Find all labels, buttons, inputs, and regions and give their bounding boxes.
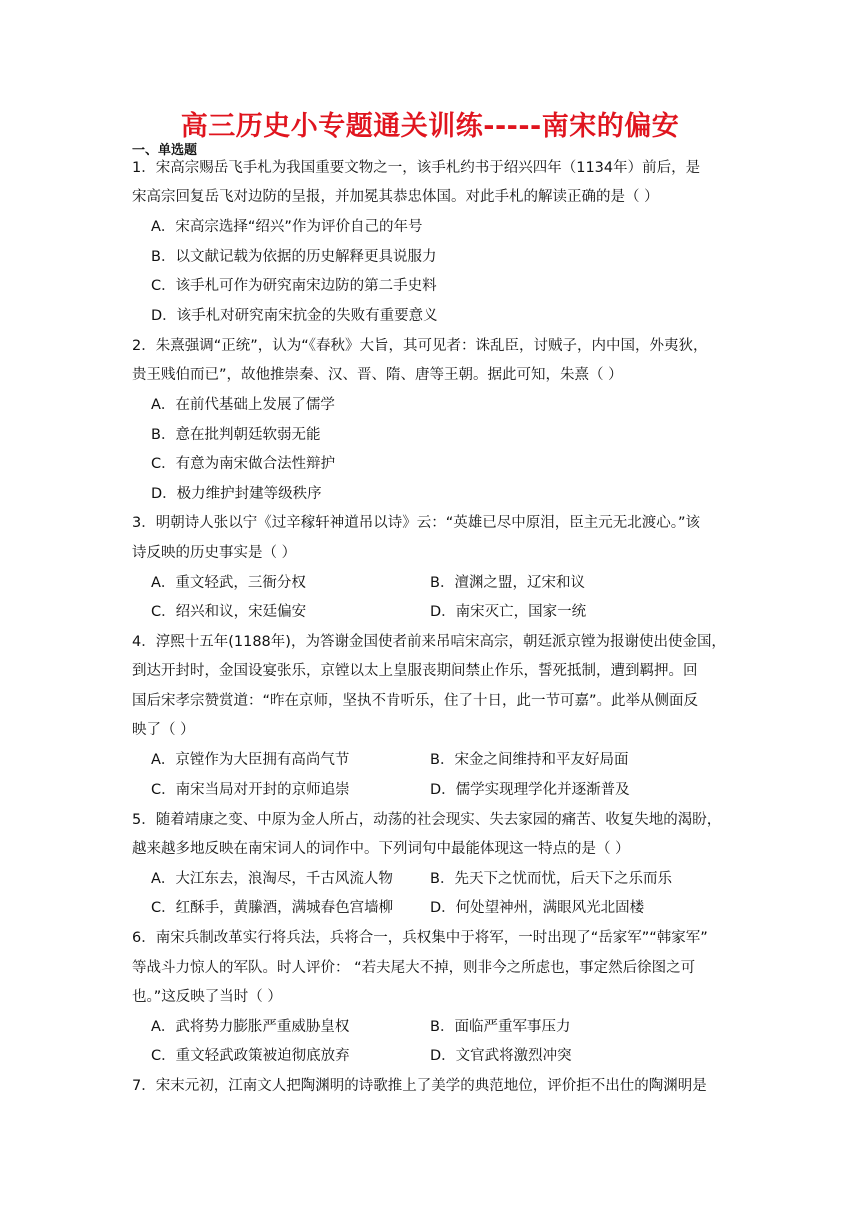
question-3-stem-line-1: 3．明朝诗人张以宁《过辛稼轩神道吊以诗》云：“英雄已尽中原泪，臣主元无北渡心。”该 — [132, 515, 700, 531]
question-1-option-b: B．以文献记载为依据的历史解释更具说服力 — [151, 249, 437, 265]
question-5-option-c: C．红酥手，黄縢酒，满城春色宫墙柳 — [151, 900, 394, 916]
question-4-stem-line-2: 到达开封时，金国设宴张乐，京镗以太上皇服丧期间禁止作乐，誓死抵制，遭到羁押。回 — [132, 663, 698, 679]
question-6-option-a: A．武将势力膨胀严重威胁皇权 — [151, 1019, 350, 1035]
question-3-stem-line-2: 诗反映的历史事实是（ ） — [132, 545, 297, 561]
question-4-stem-line-4: 映了（ ） — [132, 722, 195, 738]
question-3-option-c: C．绍兴和议，宋廷偏安 — [151, 604, 307, 620]
question-2-stem-line-1: 2．朱熹强调“正统”，认为“《春秋》大旨，其可见者：诛乱臣，讨贼子，内中国，外夷狄， — [132, 338, 708, 354]
question-5-option-d: D．何处望神州，满眼风光北固楼 — [430, 900, 645, 916]
question-6-option-b: B．面临严重军事压力 — [430, 1019, 571, 1035]
question-6-stem-line-1: 6．南宋兵制改革实行将兵法，兵将合一，兵权集中于将军，一时出现了“岳家军”“韩家军” — [132, 930, 708, 946]
question-2-option-a: A．在前代基础上发展了儒学 — [151, 397, 335, 413]
question-1-option-c: C．该手札可作为研究南宋边防的第二手史料 — [151, 278, 437, 294]
question-1-option-d: D．该手札对研究南宋抗金的失败有重要意义 — [151, 308, 438, 324]
question-1-stem-line-2: 宋高宗回复岳飞对边防的呈报，并加冕其恭忠体国。对此手札的解读正确的是（ ） — [132, 189, 659, 205]
question-5-option-b: B．先天下之忧而忧，后天下之乐而乐 — [430, 871, 672, 887]
question-4-option-d: D．儒学实现理学化并逐渐普及 — [430, 782, 630, 798]
question-2-stem-line-2: 贵王贱伯而已”，故他推崇秦、汉、晋、隋、唐等王朝。据此可知，朱熹（ ） — [132, 367, 623, 383]
question-7-stem-line-1: 7．宋末元初，江南文人把陶渊明的诗歌推上了美学的典范地位，评价拒不出仕的陶渊明是 — [132, 1078, 707, 1094]
question-1-stem-line-1: 1．宋高宗赐岳飞手札为我国重要文物之一，该手札约书于绍兴四年（1134年）前后，是 — [132, 160, 701, 176]
question-4-stem-line-3: 国后宋孝宗赞赏道：“昨在京师，坚执不肯听乐，住了十日，此一节可嘉”。此举从侧面反 — [132, 693, 699, 709]
question-6-stem-line-3: 也。”这反映了当时（ ） — [132, 989, 282, 1005]
section-heading: 一、单选题 — [132, 143, 198, 158]
question-6-option-c: C．重文轻武政策被迫彻底放弃 — [151, 1048, 350, 1064]
question-3-option-a: A．重文轻武，三衙分权 — [151, 575, 306, 591]
question-2-option-c: C．有意为南宋做合法性辩护 — [151, 456, 336, 472]
question-5-stem-line-1: 5．随着靖康之变、中原为金人所占，动荡的社会现实、失去家园的痛苦、收复失地的渴盼， — [132, 812, 722, 828]
question-3-option-d: D．南宋灭亡，国家一统 — [430, 604, 587, 620]
question-5-option-a: A．大江东去，浪淘尽，千古风流人物 — [151, 871, 393, 887]
question-2-option-b: B．意在批判朝廷软弱无能 — [151, 427, 321, 443]
question-5-stem-line-2: 越来越多地反映在南宋词人的词作中。下列词句中最能体现这一特点的是（ ） — [132, 841, 630, 857]
page-title: 高三历史小专题通关训练-----南宋的偏安 — [180, 111, 680, 142]
question-6-option-d: D．文官武将激烈冲突 — [430, 1048, 572, 1064]
question-6-stem-line-2: 等战斗力惊人的军队。时人评价： “若夫尾大不掉，则非今之所虑也，事定然后徐图之可 — [132, 960, 696, 976]
question-4-option-a: A．京镗作为大臣拥有高尚气节 — [151, 752, 350, 768]
question-4-option-c: C．南宋当局对开封的京师追崇 — [151, 782, 350, 798]
question-1-option-a: A．宋高宗选择“绍兴”作为评价自己的年号 — [151, 219, 423, 235]
question-4-stem-line-1: 4．淳熙十五年(1188年)，为答谢金国使者前来吊唁宋高宗，朝廷派京镗为报谢使出使金国， — [132, 634, 726, 650]
question-2-option-d: D．极力维护封建等级秩序 — [151, 486, 322, 502]
question-3-option-b: B．澶渊之盟，辽宋和议 — [430, 575, 585, 591]
question-4-option-b: B．宋金之间维持和平友好局面 — [430, 752, 629, 768]
